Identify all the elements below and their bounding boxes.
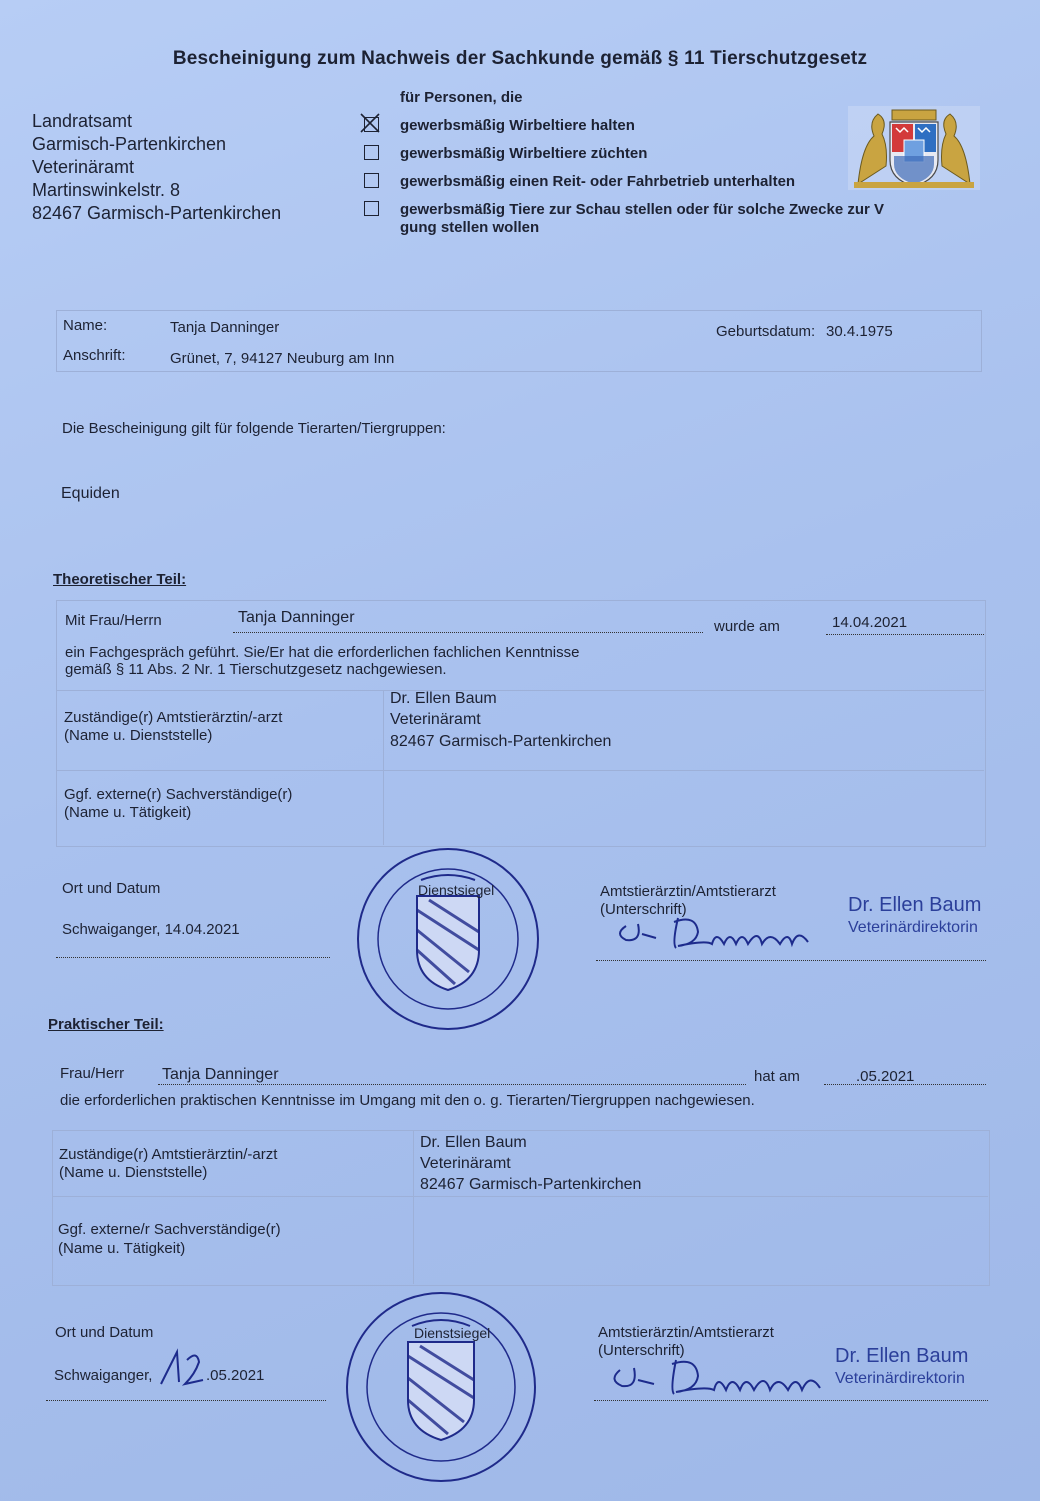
practice-vet-label: Zuständige(r) Amtstierärztin/-arzt: [59, 1146, 278, 1163]
practice-ext-label: Ggf. externe/r Sachverständige(r): [58, 1221, 281, 1238]
authority-line: Garmisch-Partenkirchen: [32, 134, 227, 154]
practice-place-line: [46, 1390, 326, 1401]
practice-vet-label-sub: (Name u. Dienststelle): [59, 1164, 208, 1181]
birthdate-label: Geburtsdatum:: [716, 323, 816, 340]
practice-signer: Dr. Ellen Baum: [835, 1345, 969, 1367]
practice-on-label: hat am: [754, 1068, 800, 1085]
theory-vet-office: Veterinäramt: [390, 711, 481, 728]
signature-icon: [612, 904, 812, 954]
document-title: Bescheinigung zum Nachweis der Sachkunde gemäß § 11 Tierschutzgesetz: [172, 48, 868, 69]
theory-heading: Theoretischer Teil:: [53, 571, 187, 588]
theory-with-label: Mit Frau/Herrn: [65, 612, 162, 629]
practice-with-label: Frau/Herr: [60, 1065, 125, 1082]
handwritten-day-icon: [157, 1346, 205, 1388]
practice-vet-office: Veterinäramt: [420, 1155, 511, 1172]
authority-line: Landratsamt: [32, 111, 133, 131]
theory-signer-title: Veterinärdirektorin: [848, 919, 978, 936]
checkbox-zuechten[interactable]: [364, 145, 379, 160]
theory-signer: Dr. Ellen Baum: [848, 894, 982, 916]
option-label: gewerbsmäßig Wirbeltiere halten: [400, 117, 635, 134]
divider: [52, 1196, 988, 1197]
options-intro: für Personen, die: [400, 89, 523, 106]
practice-place-date: .05.2021: [206, 1367, 265, 1384]
name-label: Name:: [63, 317, 108, 334]
theory-on-label: wurde am: [714, 618, 780, 635]
species-value: Equiden: [61, 485, 120, 502]
theory-ext-label-sub: (Name u. Tätigkeit): [64, 804, 192, 821]
option-label: gewerbsmäßig einen Reit- oder Fahrbetrieb unterhalten: [400, 173, 796, 190]
theory-vet-label-sub: (Name u. Dienststelle): [64, 727, 213, 744]
theory-text-1: ein Fachgespräch geführt. Sie/Er hat die erforderlichen fachlichen Kenntnisse: [65, 644, 580, 661]
option-label: gewerbsmäßig Wirbeltiere züchten: [400, 145, 648, 162]
practice-sig-label-sub: (Unterschrift): [598, 1342, 685, 1359]
authority-line: 82467 Garmisch-Partenkirchen: [32, 203, 282, 223]
divider: [56, 770, 984, 771]
divider: [383, 690, 384, 845]
practice-place-label: Ort und Datum: [55, 1324, 154, 1341]
practice-person: Tanja Danninger: [162, 1066, 279, 1083]
theory-ext-label: Ggf. externe(r) Sachverständige(r): [64, 786, 293, 803]
practice-heading: Praktischer Teil:: [48, 1016, 164, 1033]
theory-place-label: Ort und Datum: [62, 880, 161, 897]
practice-sig-label: Amtstierärztin/Amtstierarzt: [598, 1324, 774, 1341]
practice-place: Schwaiganger,: [54, 1367, 153, 1384]
divider: [56, 690, 984, 691]
theory-sig-label: Amtstierärztin/Amtstierarzt: [600, 883, 776, 900]
authority-line: Martinswinkelstr. 8: [32, 180, 181, 200]
official-seal-icon: [346, 1292, 536, 1482]
theory-place-date: Schwaiganger, 14.04.2021: [62, 921, 240, 938]
bavaria-coat-of-arms-icon: [848, 106, 980, 190]
checkbox-halten[interactable]: [364, 117, 379, 132]
issuing-authority: [32, 110, 281, 225]
practice-date: .05.2021: [856, 1068, 915, 1085]
divider: [413, 1130, 414, 1284]
theory-vet-address: 82467 Garmisch-Partenkirchen: [390, 733, 612, 750]
birthdate-value: 30.4.1975: [826, 323, 893, 340]
theory-place-line: [56, 945, 330, 958]
option-label-cont: gung stellen wollen: [400, 219, 540, 236]
person-address: Grünet, 7, 94127 Neuburg am Inn: [170, 350, 395, 367]
theory-person: Tanja Danninger: [238, 609, 355, 626]
person-name: Tanja Danninger: [170, 319, 280, 336]
theory-sig-label-sub: (Unterschrift): [600, 901, 687, 918]
theory-text-2: gemäß § 11 Abs. 2 Nr. 1 Tierschutzgesetz nachgewiesen.: [65, 661, 447, 678]
address-label: Anschrift:: [63, 347, 126, 364]
check-mark-icon: [359, 112, 381, 134]
practice-vet-address: 82467 Garmisch-Partenkirchen: [420, 1176, 642, 1193]
theory-date: 14.04.2021: [832, 614, 908, 631]
seal-label: Dienstsiegel: [414, 1325, 491, 1341]
authority-line: Veterinäramt: [32, 157, 135, 177]
theory-vet-label: Zuständige(r) Amtstierärztin/-arzt: [64, 709, 283, 726]
checkbox-schau[interactable]: [364, 201, 379, 216]
theory-sig-line: [596, 948, 986, 961]
validity-text: Die Bescheinigung gilt für folgende Tierarten/Tiergruppen:: [62, 420, 446, 437]
practice-vet-name: Dr. Ellen Baum: [420, 1134, 527, 1151]
official-seal-icon: [357, 848, 539, 1030]
practice-text: die erforderlichen praktischen Kenntnisse im Umgang mit den o. g. Tierarten/Tiergruppen nachgewiesen.: [60, 1092, 755, 1109]
practice-signer-title: Veterinärdirektorin: [835, 1370, 965, 1387]
checkbox-reitbetrieb[interactable]: [364, 173, 379, 188]
practice-sig-line: [594, 1390, 988, 1401]
theory-vet-name: Dr. Ellen Baum: [390, 690, 497, 707]
seal-label: Dienstsiegel: [418, 882, 495, 898]
option-label: gewerbsmäßig Tiere zur Schau stellen oder für solche Zwecke zur V: [400, 201, 885, 218]
practice-ext-label-sub: (Name u. Tätigkeit): [58, 1240, 186, 1257]
